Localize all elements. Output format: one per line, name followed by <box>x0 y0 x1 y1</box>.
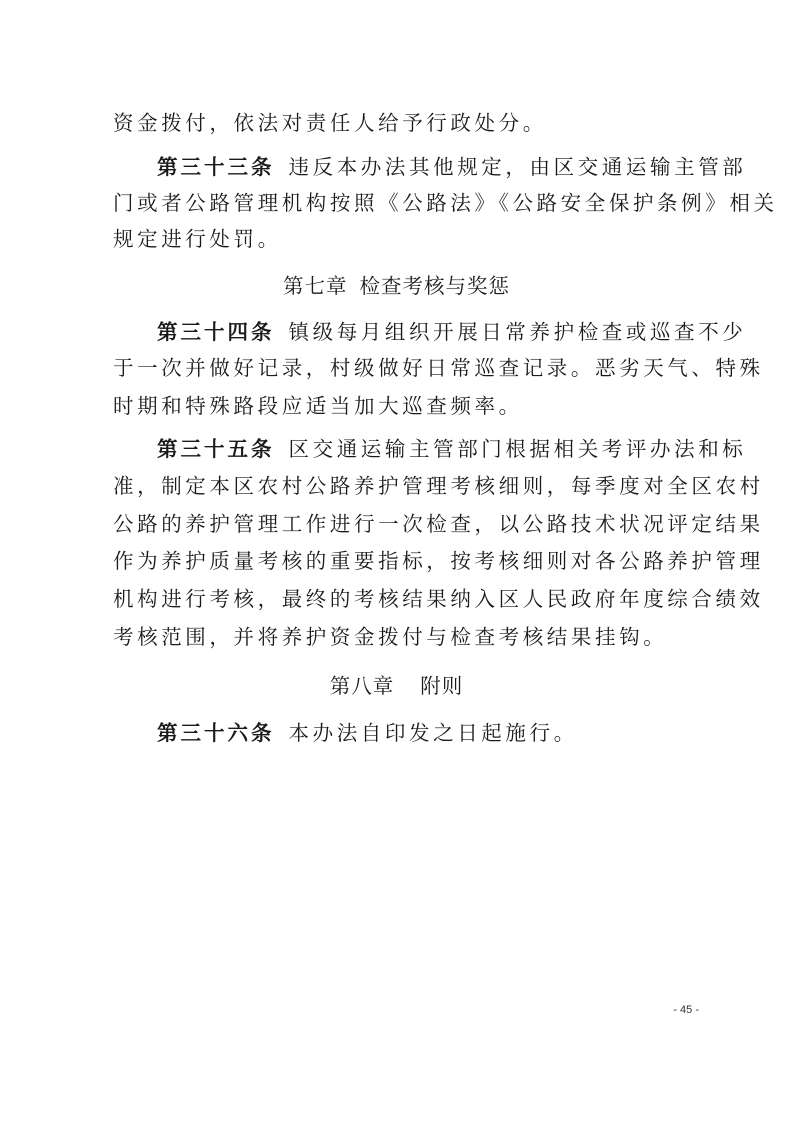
paragraph-line: 公路的养护管理工作进行一次检查，以公路技术状况评定结果 <box>113 512 764 536</box>
article-34-first-line <box>157 318 747 346</box>
paragraph-line: 门或者公路管理机构按照《公路法》《公路安全保护条例》相关 <box>113 191 778 215</box>
article-34-heading: 第三十四条 <box>157 320 275 344</box>
article-36-first-line <box>157 719 699 747</box>
paragraph-line: 于一次并做好记录，村级做好日常巡查记录。恶劣天气、特殊 <box>113 356 764 380</box>
paragraph-line: 机构进行考核，最终的考核结果纳入区人民政府年度综合绩效 <box>113 587 764 611</box>
page-number: - 45 - <box>673 1004 699 1016</box>
paragraph-line: 时期和特殊路段应适当加大巡查频率。 <box>113 394 523 418</box>
article-35-first-line <box>157 435 747 463</box>
article-34-text: 镇级每月组织开展日常养护检查或巡查不少 <box>288 320 747 344</box>
article-33-text: 违反本办法其他规定，由区交通运输主管部 <box>288 155 747 179</box>
paragraph-line: 准，制定本区农村公路养护管理考核细则，每季度对全区农村 <box>113 474 764 498</box>
chapter-8-number: 第八章 <box>329 674 395 698</box>
article-35-heading: 第三十五条 <box>157 437 275 461</box>
paragraph-line: 资金拨付，依法对责任人给予行政处分。 <box>113 111 547 135</box>
chapter-8-name: 附则 <box>420 674 464 698</box>
chapter-7-name: 检查考核与奖惩 <box>359 274 510 298</box>
paragraph-line: 作为养护质量考核的重要指标，按考核细则对各公路养护管理 <box>113 549 764 573</box>
chapter-8-title <box>0 672 793 700</box>
article-35-text: 区交通运输主管部门根据相关考评办法和标 <box>288 437 747 461</box>
article-33-first-line <box>157 153 747 181</box>
article-36-heading: 第三十六条 <box>157 721 275 745</box>
paragraph-line: 考核范围，并将养护资金拨付与检查考核结果挂钩。 <box>113 625 668 649</box>
paragraph-line: 规定进行处罚。 <box>113 227 282 251</box>
article-33-heading: 第三十三条 <box>157 155 275 179</box>
chapter-7-title <box>0 272 793 300</box>
chapter-7-number: 第七章 <box>283 274 348 298</box>
article-36-text: 本办法自印发之日起施行。 <box>288 721 578 745</box>
